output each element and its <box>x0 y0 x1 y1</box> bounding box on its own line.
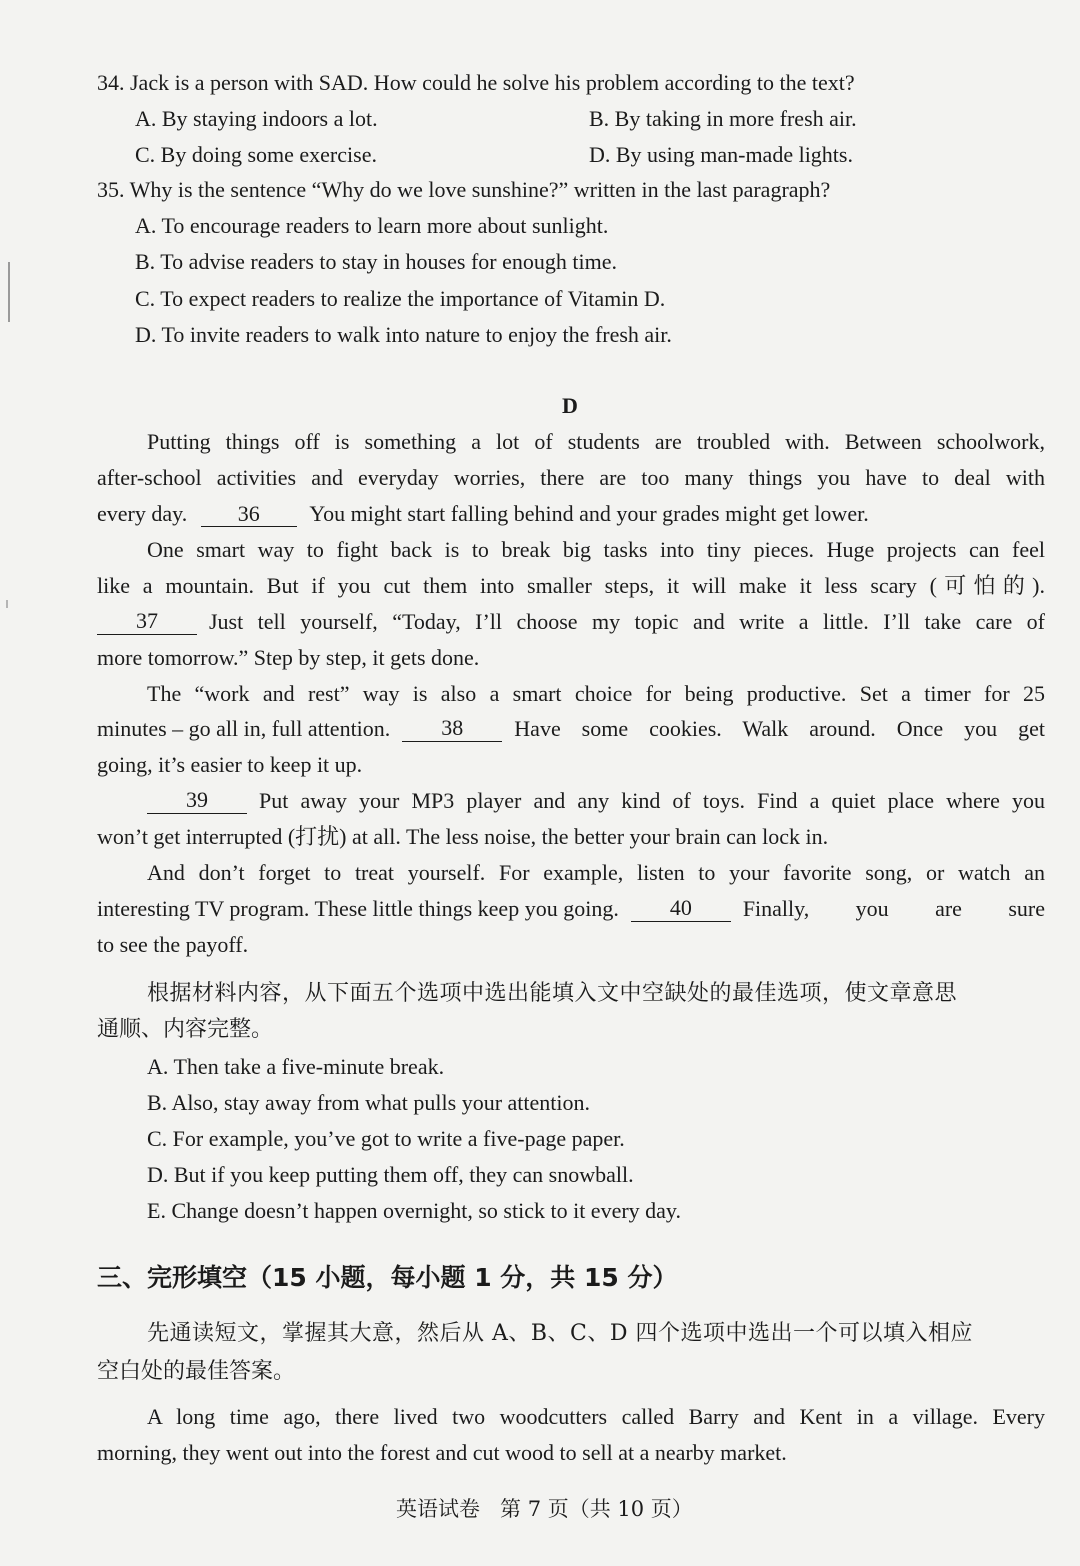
passage-text: interesting TV program. These little things keep you going. <box>97 896 619 921</box>
passage-line: Putting things off is something a lot of students are troubled with. Between schoolwork, <box>147 429 1045 454</box>
passage-line: morning, they went out into the forest and cut wood to sell at a nearby market. <box>97 1440 787 1465</box>
passage-line <box>147 788 1045 814</box>
scan-dot <box>6 600 8 608</box>
q35-stem: 35. Why is the sentence “Why do we love sunshine?” written in the last paragraph? <box>97 177 831 202</box>
passage-line: to see the payoff. <box>97 932 249 957</box>
option-b: B. Also, stay away from what pulls your attention. <box>147 1090 590 1115</box>
section-d-instruction: 根据材料内容，从下面五个选项中选出能填入文中空缺处的最佳选项，使文章意思 <box>147 981 958 1006</box>
passage-line: One smart way to fight back is to break big tasks into tiny pieces. Huge projects can feel <box>147 537 1045 562</box>
q35-option-c: C. To expect readers to realize the importance of Vitamin D. <box>135 286 666 311</box>
passage-text: minutes – go all in, full attention. <box>97 716 391 741</box>
passage-text: Just tell yourself, “Today, I’ll choose my topic and write a little. I’ll take care of <box>209 609 1045 634</box>
blank-40: 40 <box>631 896 731 922</box>
q35-option-a: A. To encourage readers to learn more about sunlight. <box>135 213 609 238</box>
q35-option-d: D. To invite readers to walk into nature to enjoy the fresh air. <box>135 322 672 347</box>
section-d-instruction: 通顺、内容完整。 <box>97 1017 274 1042</box>
passage-line: like a mountain. But if you cut them into smaller steps, it will make it less scary (可怕的). <box>97 573 1045 598</box>
section-d-title: D <box>562 393 578 418</box>
section-3-instruction: 先通读短文，掌握其大意，然后从 A、B、C、D 四个选项中选出一个可以填入相应 <box>147 1321 974 1346</box>
option-e: E. Change doesn’t happen overnight, so stick to it every day. <box>147 1198 681 1223</box>
scan-mark <box>8 262 10 322</box>
blank-36: 36 <box>201 502 297 527</box>
passage-line <box>97 609 1045 635</box>
q35-option-b: B. To advise readers to stay in houses for enough time. <box>135 249 617 274</box>
passage-line: A long time ago, there lived two woodcutters called Barry and Kent in a village. Every <box>147 1404 1045 1429</box>
passage-text: Finally, you are sure <box>742 896 1045 921</box>
q34-option-b: B. By taking in more fresh air. <box>589 106 857 131</box>
section-3-heading: 三、完形填空（15 小题，每小题 1 分，共 15 分） <box>97 1263 678 1292</box>
passage-line: The “work and rest” way is also a smart choice for being productive. Set a timer for 25 <box>147 681 1045 706</box>
passage-text: Put away your MP3 player and any kind of toys. Find a quiet place where you <box>259 788 1045 813</box>
passage-line <box>97 896 1045 922</box>
option-c: C. For example, you’ve got to write a five-page paper. <box>147 1126 625 1151</box>
passage-text: Have some cookies. Walk around. Once you get <box>514 716 1045 741</box>
passage-text: You might start falling behind and your grades might get lower. <box>309 501 869 526</box>
section-3-instruction: 空白处的最佳答案。 <box>97 1359 296 1384</box>
passage-line <box>97 501 869 527</box>
passage-line: more tomorrow.” Step by step, it gets done. <box>97 645 480 670</box>
blank-38: 38 <box>402 716 502 742</box>
option-d: D. But if you keep putting them off, they can snowball. <box>147 1162 634 1187</box>
q34-option-d: D. By using man-made lights. <box>589 142 853 167</box>
passage-line <box>97 716 1045 742</box>
option-a: A. Then take a five-minute break. <box>147 1054 445 1079</box>
page-footer: 英语试卷 第 7 页（共 10 页） <box>396 1497 693 1521</box>
blank-39: 39 <box>147 788 247 814</box>
passage-line: going, it’s easier to keep it up. <box>97 752 363 777</box>
passage-line: And don’t forget to treat yourself. For example, listen to your favorite song, or watch an <box>147 860 1045 885</box>
passage-line: won’t get interrupted (打扰) at all. The less noise, the better your brain can lock in. <box>97 824 829 849</box>
blank-37: 37 <box>97 609 197 635</box>
q34-option-a: A. By staying indoors a lot. <box>135 106 378 131</box>
passage-line: after-school activities and everyday worries, there are too many things you have to deal with <box>97 465 1045 490</box>
q34-stem: 34. Jack is a person with SAD. How could he solve his problem according to the text? <box>97 70 855 95</box>
q34-option-c: C. By doing some exercise. <box>135 142 377 167</box>
passage-text: every day. <box>97 501 188 526</box>
